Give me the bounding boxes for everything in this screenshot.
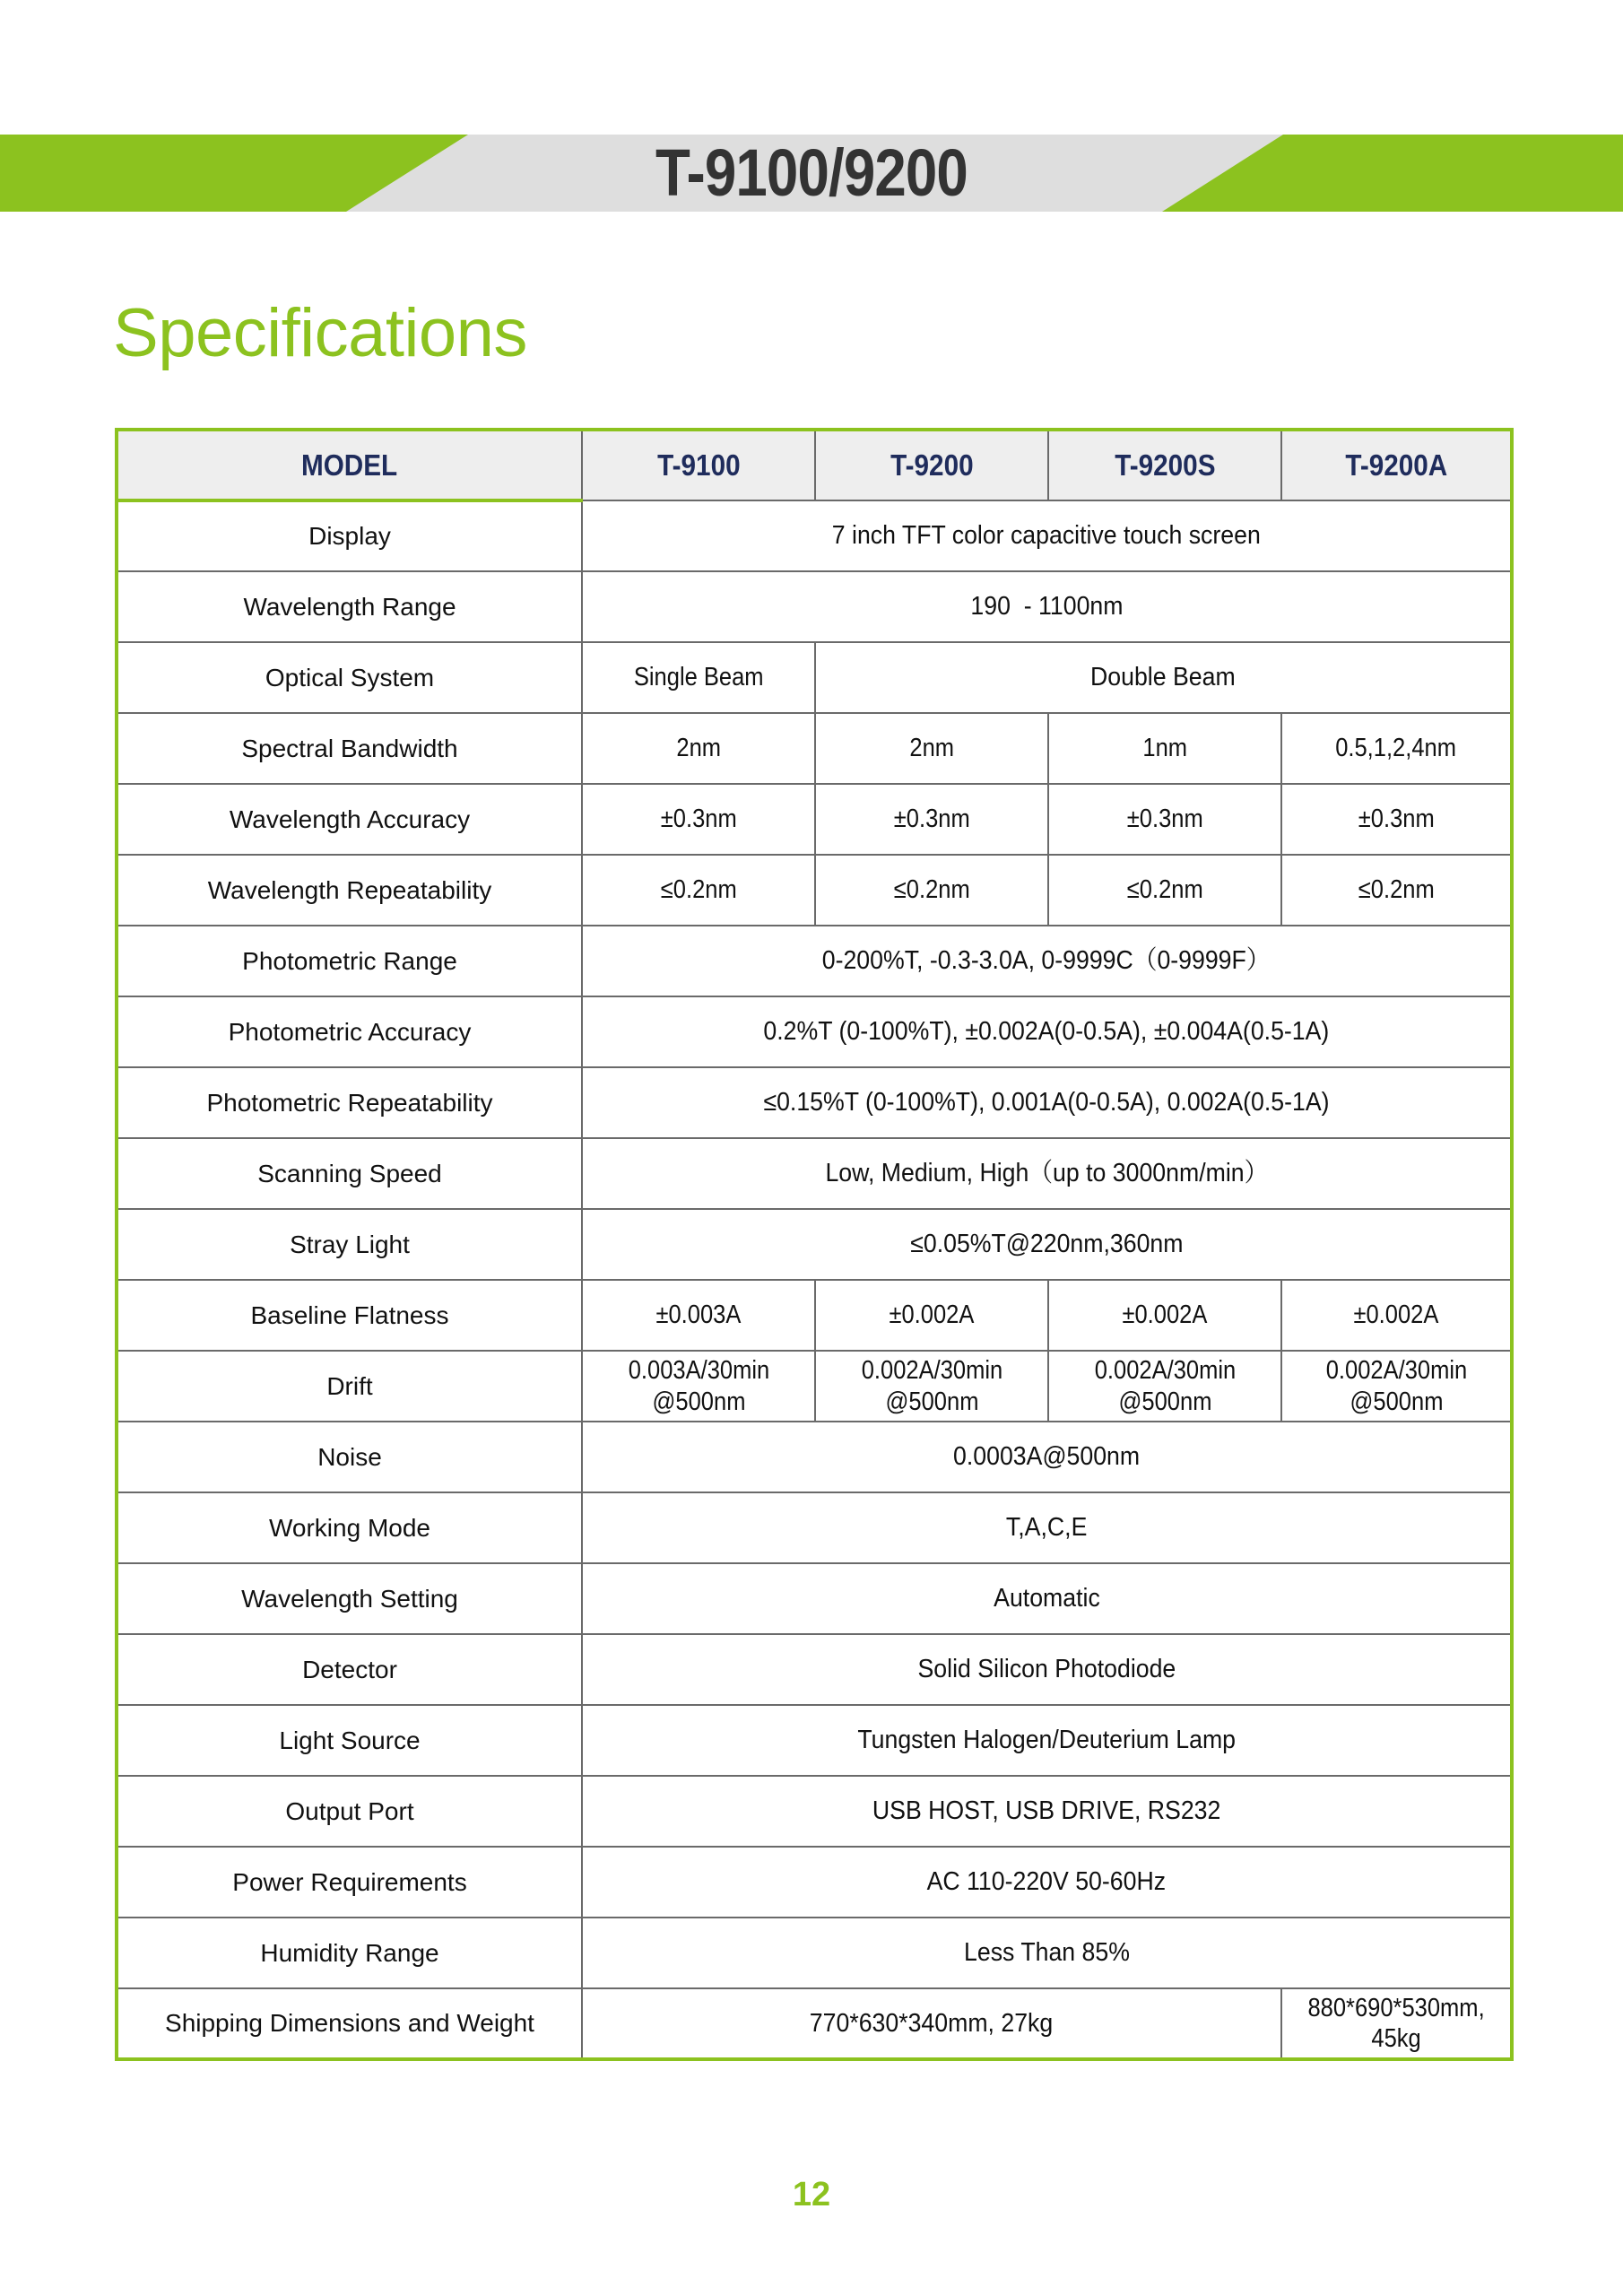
spec-value-text: 0.2%T (0-100%T), ±0.002A(0-0.5A), ±0.004A(0.5-1A) (763, 1017, 1330, 1047)
spec-label: Stray Light (117, 1209, 582, 1280)
section-title: Specifications (113, 295, 527, 371)
spec-value (815, 1280, 1048, 1351)
spec-value-text: 770*630*340mm, 27kg (810, 2008, 1054, 2038)
spec-value-text: Tungsten Halogen/Deuterium Lamp (857, 1726, 1236, 1755)
spec-value-text: ≤0.2nm (1126, 875, 1203, 905)
spec-value-text: ±0.3nm (1126, 804, 1203, 834)
spec-value (582, 1280, 815, 1351)
page-number: 12 (792, 2176, 831, 2213)
spec-value (582, 1988, 1281, 2059)
spec-value-text: AC 110-220V 50-60Hz (926, 1867, 1167, 1897)
spec-value-text: 0-200%T, -0.3-3.0A, 0-9999C（0-9999F） (822, 946, 1271, 976)
spec-value (582, 855, 815, 926)
table-row (117, 500, 1512, 571)
spec-value (582, 1847, 1512, 1918)
table-row (117, 1776, 1512, 1847)
table-row (117, 1280, 1512, 1351)
spec-value (815, 855, 1048, 926)
spec-value-text: 2nm (676, 734, 721, 763)
table-row (117, 996, 1512, 1067)
spec-label: Working Mode (117, 1492, 582, 1563)
spec-value (582, 926, 1512, 996)
spec-value-text: ≤0.05%T@220nm,360nm (909, 1230, 1184, 1259)
spec-value (1048, 713, 1281, 784)
spec-value-text: Solid Silicon Photodiode (917, 1655, 1176, 1684)
table-row (117, 1918, 1512, 1988)
table-row (117, 571, 1512, 642)
spec-value (815, 784, 1048, 855)
table-row (117, 1422, 1512, 1492)
table-row (117, 1351, 1512, 1422)
spec-value-text: 0.002A/30min @500nm (861, 1356, 1002, 1416)
table-row (117, 1209, 1512, 1280)
spec-value-text: Less Than 85% (963, 1938, 1130, 1968)
spec-label: Photometric Range (117, 926, 582, 996)
spec-value (582, 1563, 1512, 1634)
spec-label: Noise (117, 1422, 582, 1492)
spec-value (1048, 1351, 1281, 1422)
spec-value-text: Single Beam (633, 663, 764, 692)
spec-value-text: ±0.3nm (893, 804, 970, 834)
table-header-row (117, 430, 1512, 500)
table-row (117, 1067, 1512, 1138)
table-row (117, 926, 1512, 996)
spec-value (582, 713, 815, 784)
table-body (117, 500, 1512, 2059)
spec-value-text: 0.5,1,2,4nm (1335, 734, 1457, 763)
spec-value-text: ±0.3nm (1358, 804, 1435, 834)
table-row (117, 1988, 1512, 2059)
table-row (117, 1847, 1512, 1918)
spec-value-text: 0.0003A@500nm (952, 1442, 1141, 1472)
spec-label: Wavelength Repeatability (117, 855, 582, 926)
table-row (117, 713, 1512, 784)
spec-label: Spectral Bandwidth (117, 713, 582, 784)
spec-label: Detector (117, 1634, 582, 1705)
spec-label: Optical System (117, 642, 582, 713)
table-row (117, 784, 1512, 855)
spec-value-text: 0.003A/30min @500nm (628, 1356, 769, 1416)
spec-value (582, 642, 815, 713)
spec-value-text: Low, Medium, High（up to 3000nm/min） (825, 1159, 1268, 1188)
spec-value (582, 1634, 1512, 1705)
table-row (117, 1492, 1512, 1563)
table-row (117, 1138, 1512, 1209)
spec-value (582, 571, 1512, 642)
spec-value (1281, 713, 1512, 784)
spec-value-text: ±0.3nm (660, 804, 737, 834)
spec-value (1048, 855, 1281, 926)
spec-label: Humidity Range (117, 1918, 582, 1988)
spec-value (582, 784, 815, 855)
spec-value-text: ≤0.15%T (0-100%T), 0.001A(0-0.5A), 0.002A(0.5-1A) (763, 1088, 1330, 1118)
spec-value (582, 1918, 1512, 1988)
spec-value-text: ≤0.2nm (893, 875, 970, 905)
spec-value (1048, 784, 1281, 855)
header-model-name: T-9200S (1048, 430, 1281, 500)
spec-value-text: 2nm (909, 734, 954, 763)
spec-value-text: Double Beam (1090, 663, 1236, 692)
spec-label: Wavelength Setting (117, 1563, 582, 1634)
spec-value-text: ±0.002A (889, 1300, 975, 1330)
spec-value-text: ±0.002A (1353, 1300, 1439, 1330)
spec-value (1281, 1351, 1512, 1422)
spec-label: Photometric Repeatability (117, 1067, 582, 1138)
spec-value (582, 1422, 1512, 1492)
spec-label: Output Port (117, 1776, 582, 1847)
spec-value (1281, 784, 1512, 855)
spec-value (582, 500, 1512, 571)
spec-label: Scanning Speed (117, 1138, 582, 1209)
spec-value-text: T,A,C,E (1005, 1513, 1088, 1543)
specifications-table (115, 428, 1514, 2061)
spec-value (582, 1351, 815, 1422)
spec-label: Baseline Flatness (117, 1280, 582, 1351)
spec-value (815, 642, 1512, 713)
spec-value-text: 0.002A/30min @500nm (1325, 1356, 1467, 1416)
spec-value (582, 1705, 1512, 1776)
table-row (117, 1705, 1512, 1776)
spec-label: Drift (117, 1351, 582, 1422)
spec-value-text: Automatic (993, 1584, 1100, 1613)
header-model: MODEL (117, 430, 582, 500)
header-model-name: T-9200A (1281, 430, 1512, 500)
spec-value (582, 1492, 1512, 1563)
spec-value (582, 1209, 1512, 1280)
spec-label: Display (117, 500, 582, 571)
spec-label: Wavelength Accuracy (117, 784, 582, 855)
table-row (117, 1634, 1512, 1705)
spec-value-text: 190 - 1100nm (969, 592, 1124, 622)
spec-value-text: ≤0.2nm (660, 875, 737, 905)
spec-value-text: ±0.002A (1122, 1300, 1208, 1330)
product-title: T-9100/9200 (655, 135, 968, 210)
spec-label: Light Source (117, 1705, 582, 1776)
spec-value (1281, 855, 1512, 926)
spec-value-text: 0.002A/30min @500nm (1094, 1356, 1236, 1416)
spec-value-text: ≤0.2nm (1358, 875, 1435, 905)
spec-value (582, 996, 1512, 1067)
title-banner (0, 135, 1623, 212)
spec-value (1281, 1988, 1512, 2059)
spec-value-text: ±0.003A (655, 1300, 742, 1330)
spec-value (1281, 1280, 1512, 1351)
spec-value-text: 1nm (1142, 734, 1187, 763)
header-model-name: T-9200 (815, 430, 1048, 500)
spec-value (582, 1067, 1512, 1138)
spec-value-text: 7 inch TFT color capacitive touch screen (831, 521, 1261, 551)
spec-label: Shipping Dimensions and Weight (117, 1988, 582, 2059)
spec-value-text: 880*690*530mm, 45kg (1307, 1993, 1485, 2053)
spec-value (582, 1138, 1512, 1209)
header-model-name: T-9100 (582, 430, 815, 500)
spec-value (1048, 1280, 1281, 1351)
spec-label: Wavelength Range (117, 571, 582, 642)
spec-value (815, 713, 1048, 784)
spec-value-text: USB HOST, USB DRIVE, RS232 (872, 1796, 1221, 1826)
spec-value (582, 1776, 1512, 1847)
table-row (117, 855, 1512, 926)
spec-label: Photometric Accuracy (117, 996, 582, 1067)
table-row (117, 1563, 1512, 1634)
spec-label: Power Requirements (117, 1847, 582, 1918)
table-row (117, 642, 1512, 713)
spec-value (815, 1351, 1048, 1422)
